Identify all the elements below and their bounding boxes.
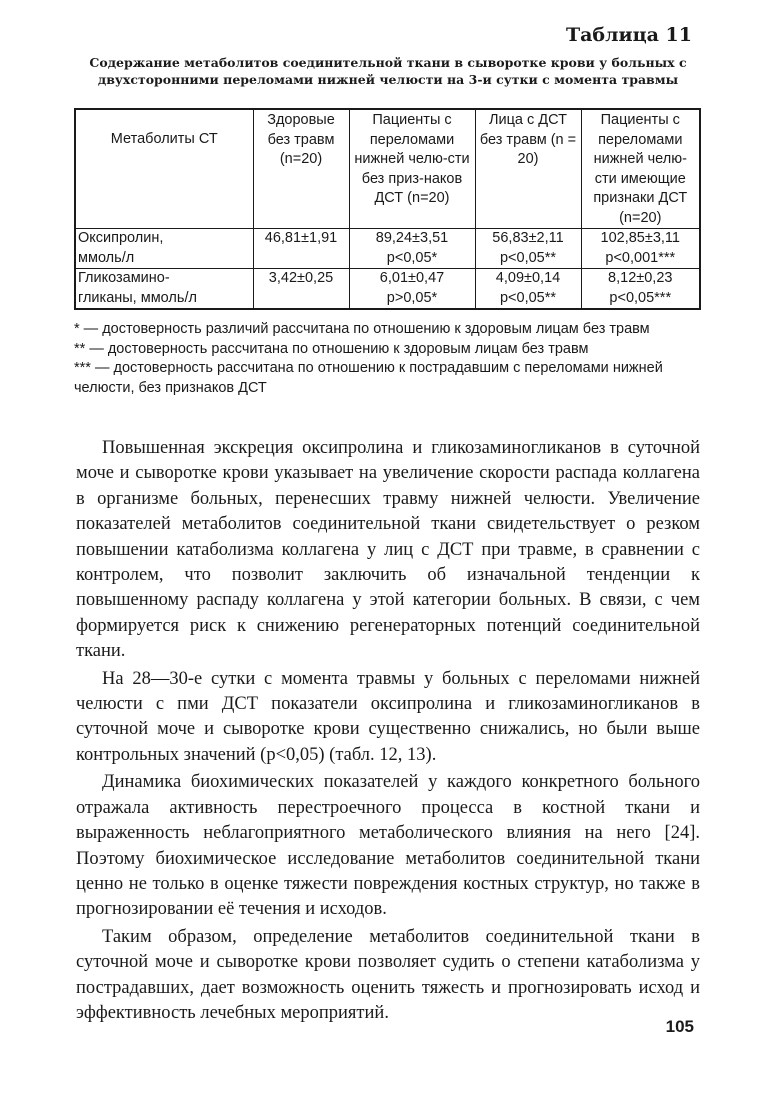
header-cell: Пациенты с переломами нижней челю-сти имеющие признаки ДСТ (n=20) [581,109,700,229]
metabolites-table [74,108,701,310]
cell-line: p<0,05*** [609,289,672,306]
table-footnotes [74,320,704,398]
value-cell [253,269,349,310]
cell-line: Оксипролин, [78,230,164,246]
cell-line: 4,09±0,14 [495,270,561,286]
header-cell: Лица с ДСТ без травм (n = 20) [475,109,581,229]
header-cell: Пациенты с переломами нижней челю-сти без приз-наков ДСТ (n=20) [349,109,475,229]
cell-line: p<0,001*** [605,249,676,266]
value-cell [581,269,700,310]
body-text [76,436,700,1028]
value-cell [581,229,700,269]
footnote: * — достоверность различий рассчитана по отношению к здоровым лицам без травм [74,321,650,337]
table-caption: Содержание метаболитов соединительной ткани в сыворотке крови у больных с двухсторонними переломами нижней челюсти на 3-и сутки с момента травмы [89,55,687,87]
table-row [75,269,700,310]
value-cell [475,229,581,269]
paragraph: На 28—30-е сутки с момента травмы у больных с переломами нижней челюсти с пми ДСТ показатели оксипролина и гликозаминогликанов в суточной моче и сыворотке крови существенно снижались, но были выше контрольных значений (p<0,05) (табл. 12, 13). [76,668,700,765]
header-cell: Здоровые без травм (n=20) [253,109,349,229]
table-row [75,229,700,269]
cell-line: Гликозамино- [78,270,170,286]
footnote: *** — достоверность рассчитана по отношению к пострадавшим с переломами нижней челюсти, без признаков ДСТ [74,360,663,396]
cell-line: 46,81±1,91 [264,230,338,246]
page-number: 105 [665,1017,694,1036]
value-cell [349,229,475,269]
cell-line: 102,85±3,11 [600,230,680,246]
cell-line: p<0,05** [499,289,557,306]
footnote: ** — достоверность рассчитана по отношению к здоровым лицам без травм [74,340,589,357]
value-cell [475,269,581,310]
cell-line: p<0,05** [499,249,557,266]
cell-line: 89,24±3,51 [375,230,449,246]
table-header-row [75,109,700,229]
cell-line: 3,42±0,25 [268,270,334,286]
cell-line: 6,01±0,47 [379,270,445,286]
table-label: Таблица 11 [565,24,692,46]
cell-line: ммоль/л [78,249,135,266]
metabolite-name-cell [75,229,253,269]
value-cell [349,269,475,310]
paragraph: Таким образом, определение метаболитов соединительной ткани в суточной моче и сыворотке крови позволяет судить о степени катаболизма у пострадавших, дает возможность оценить тяжесть и прогнозировать исход и эффективность лечебных мероприятий. [76,926,700,1023]
cell-line: 56,83±2,11 [492,230,564,246]
cell-line: p>0,05* [386,289,438,306]
value-cell [253,229,349,269]
cell-line: 8,12±0,23 [608,270,673,286]
cell-line: p<0,05* [386,249,438,266]
cell-line: гликаны, ммоль/л [78,289,197,306]
paragraph: Динамика биохимических показателей у каждого конкретного больного отражала активность перестроечного процесса в костной ткани и выраженность неблагоприятного метаболического влияния на него [24]. Поэтому биохимическое исследование метаболитов соединительной ткани ценно не только в оценке тяжести повреждения костных структур, но также в прогнозировании её течения и исходов. [76,772,700,920]
header-cell: Метаболиты СТ [75,109,253,229]
paragraph: Повышенная экскреция оксипролина и гликозаминогликанов в суточной моче и сыворотке крови указывает на увеличение скорости распада коллагена в организме больных, перенесших травму нижней челюсти. Увеличение показателей метаболитов соединительной ткани свидетельствует о резком повышении катаболизма коллагена у лиц с ДСТ при травме, в сравнении с контролем, что позволит заключить об изначальной тенденции к повышенному распаду коллагена у этой категории больных. В связи, с чем формируется риск к снижению регенераторных потенций соединительной ткани. [76,438,700,662]
metabolite-name-cell [75,269,253,310]
